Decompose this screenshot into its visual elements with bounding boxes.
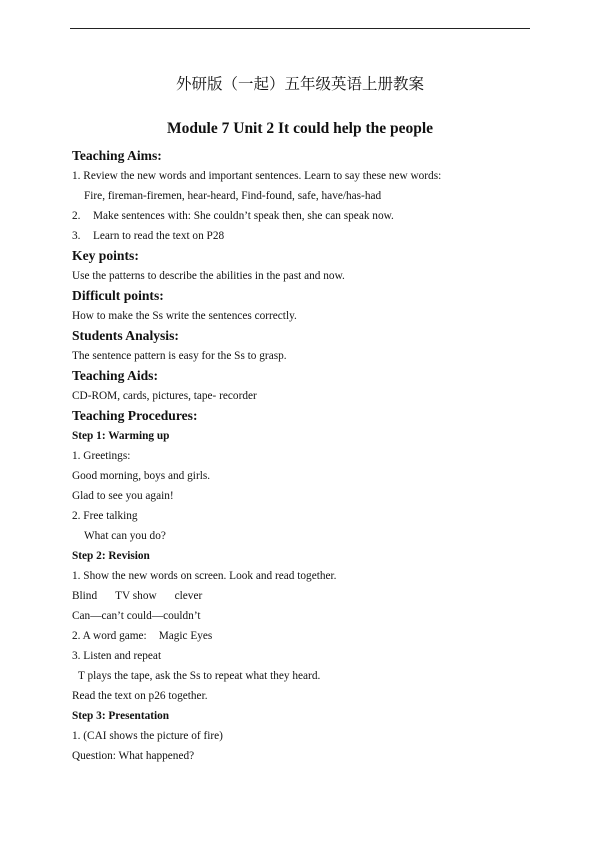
word-blind: Blind bbox=[72, 590, 98, 602]
step-2-read-line: Read the text on p26 together. bbox=[72, 690, 208, 702]
teaching-procedures-heading: Teaching Procedures: bbox=[72, 408, 198, 423]
aims-item-3-text: Learn to read the text on P28 bbox=[93, 230, 225, 242]
aims-item-1: 1. Review the new words and important sentences. Learn to say these new words: bbox=[72, 170, 442, 182]
key-points-heading: Key points: bbox=[72, 248, 139, 263]
chinese-title: 外研版（一起）五年级英语上册教案 bbox=[175, 75, 424, 93]
step-2-tape-line: T plays the tape, ask the Ss to repeat what they heard. bbox=[78, 670, 321, 682]
step-2-word-list bbox=[72, 586, 542, 606]
header-rule bbox=[70, 28, 530, 29]
step-1-greeting-line-1: Good morning, boys and girls. bbox=[72, 470, 211, 482]
step-2-can-could-line: Can—can’t could—couldn’t bbox=[72, 610, 201, 622]
difficult-points-text: How to make the Ss write the sentences correctly. bbox=[72, 310, 297, 322]
teaching-aids-heading: Teaching Aids: bbox=[72, 368, 158, 383]
step-2-item-3: 3. Listen and repeat bbox=[72, 650, 162, 662]
students-analysis-heading: Students Analysis: bbox=[72, 328, 179, 343]
teaching-aids-text: CD-ROM, cards, pictures, tape- recorder bbox=[72, 390, 257, 402]
step-2-game-name: Magic Eyes bbox=[158, 630, 213, 642]
step-2-item-1: 1. Show the new words on screen. Look and read together. bbox=[72, 570, 337, 582]
step-3-title: Step 3: Presentation bbox=[72, 710, 170, 722]
step-3-question: Question: What happened? bbox=[72, 750, 195, 762]
teaching-aims-heading: Teaching Aims: bbox=[72, 148, 162, 163]
step-2-word-game-label: 2. A word game: bbox=[72, 630, 147, 642]
step-1-greeting-line-2: Glad to see you again! bbox=[72, 490, 174, 502]
aims-item-2 bbox=[72, 206, 542, 226]
step-1-free-talking: 2. Free talking bbox=[72, 510, 138, 522]
step-3-item-1: 1. (CAI shows the picture of fire) bbox=[72, 730, 223, 742]
word-tv-show: TV show bbox=[115, 590, 157, 602]
step-1-title: Step 1: Warming up bbox=[72, 430, 170, 442]
step-2-title: Step 2: Revision bbox=[72, 550, 150, 562]
key-points-text: Use the patterns to describe the abilities in the past and now. bbox=[72, 270, 345, 282]
aims-item-3 bbox=[72, 226, 542, 246]
aims-item-1-words: Fire, fireman-firemen, hear-heard, Find-found, safe, have/has-had bbox=[84, 190, 382, 202]
lesson-title: Module 7 Unit 2 It could help the people bbox=[166, 120, 434, 137]
aims-item-3-number: 3. bbox=[72, 230, 81, 242]
word-clever: clever bbox=[174, 590, 203, 602]
step-1-question: What can you do? bbox=[84, 530, 166, 542]
students-analysis-text: The sentence pattern is easy for the Ss to grasp. bbox=[72, 350, 287, 362]
lesson-plan-body bbox=[72, 146, 542, 766]
aims-item-2-text: Make sentences with: She couldn’t speak then, she can speak now. bbox=[93, 210, 394, 222]
difficult-points-heading: Difficult points: bbox=[72, 288, 164, 303]
step-2-item-2 bbox=[72, 626, 542, 646]
step-1-greetings: 1. Greetings: bbox=[72, 450, 131, 462]
aims-item-2-number: 2. bbox=[72, 210, 81, 222]
